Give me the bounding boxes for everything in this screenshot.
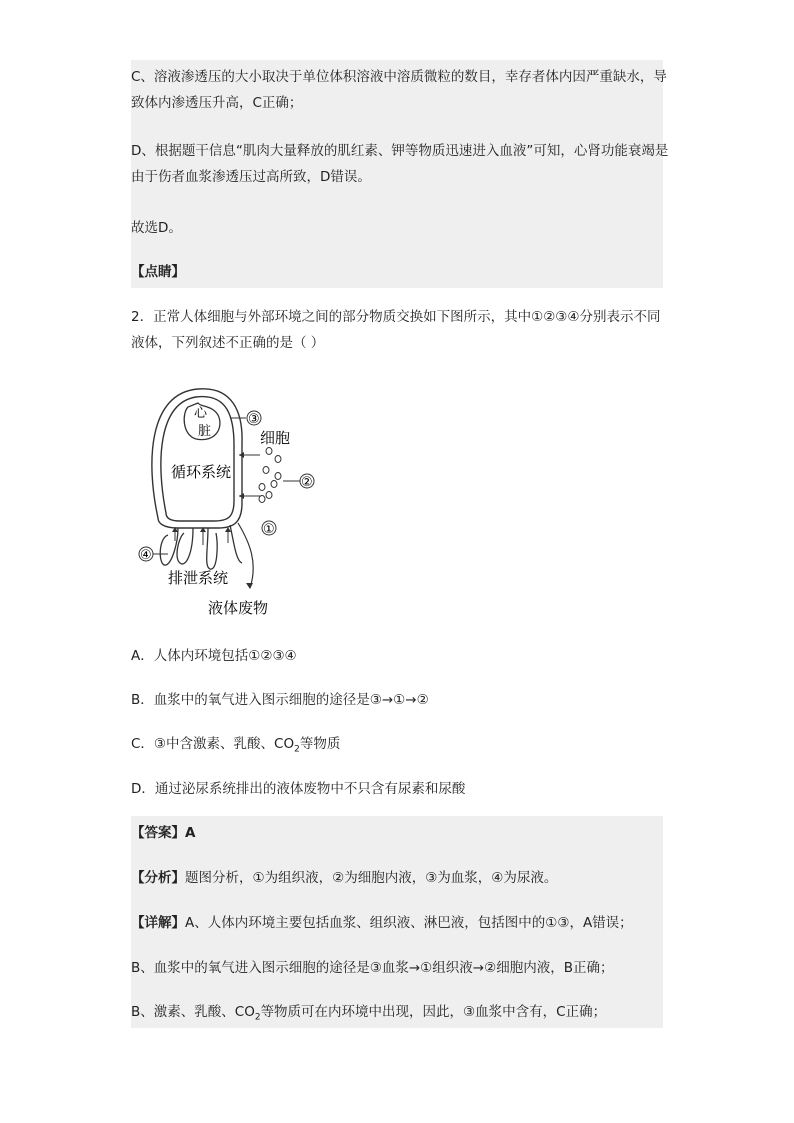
option-d: D．通过泌尿系统排出的液体废物中不只含有尿素和尿酸 xyxy=(131,781,466,797)
waste-label: 液体废物 xyxy=(208,599,269,617)
option-c-text: C．③中含激素、乳酸、CO xyxy=(131,736,295,752)
detail-tag: 【详解】 xyxy=(131,915,185,931)
option-b: B．血浆中的氧气进入图示细胞的途径是③→①→② xyxy=(131,692,429,708)
detail-b-line: B、血浆中的氧气进入图示细胞的途径是③血浆→①组织液→②细胞内液，B正确； xyxy=(131,960,614,976)
option-c xyxy=(131,734,340,760)
detail-a-text: A、人体内环境主要包括血浆、组织液、淋巴液，包括图中的①③，A错误； xyxy=(185,915,633,931)
option-a: A．人体内环境包括①②③④ xyxy=(131,648,297,664)
cell-dots xyxy=(259,448,281,503)
heart-label-top: 心 xyxy=(194,406,208,421)
label-3: ③ xyxy=(248,412,260,427)
detail-c-post: 等物质可在内环境中出现，因此，③血浆中含有，C正确； xyxy=(260,1004,607,1020)
label-2: ② xyxy=(301,475,313,490)
detail-c-line xyxy=(131,1002,606,1028)
dianjing-tag: 【点睛】 xyxy=(131,264,185,280)
paragraph-d: D、根据题干信息“肌肉大量释放的肌红素、钾等物质迅速进入血液”可知，心肾功能衰竭是由于伤者血浆渗透压过高所致，D错误。 xyxy=(131,143,669,185)
analysis-tag: 【分析】 xyxy=(131,870,185,886)
option-c-tail: 等物质 xyxy=(299,736,341,752)
detail-a-line xyxy=(131,913,633,933)
question-stem: 2．正常人体细胞与外部环境之间的部分物质交换如下图所示，其中①②③④分别表示不同液体，下列叙述不正确的是（ ） xyxy=(131,309,661,351)
analysis-text: 题图分析，①为组织液，②为细胞内液，③为血浆，④为尿液。 xyxy=(185,870,558,886)
choose-line: 故选D。 xyxy=(131,220,182,236)
material-exchange-diagram xyxy=(138,383,338,623)
paragraph-c: C、溶液渗透压的大小取决于单位体积溶液中溶质微粒的数目，幸存者体内因严重缺水，导致体内渗透压升高，C正确； xyxy=(131,69,667,111)
heart-label-bottom: 脏 xyxy=(198,424,212,439)
excretion-label: 排泄系统 xyxy=(168,569,229,587)
analysis-line xyxy=(131,868,557,888)
circulation-label: 循环系统 xyxy=(171,463,232,481)
cells-label: 细胞 xyxy=(260,429,291,447)
detail-c-sub: 2 xyxy=(254,1012,261,1023)
answer-line: 【答案】A xyxy=(131,825,196,841)
option-c-sub: 2 xyxy=(294,744,300,755)
label-1: ① xyxy=(263,522,275,537)
label-4: ④ xyxy=(140,548,152,563)
detail-c-pre: B、激素、乳酸、CO xyxy=(131,1004,255,1020)
